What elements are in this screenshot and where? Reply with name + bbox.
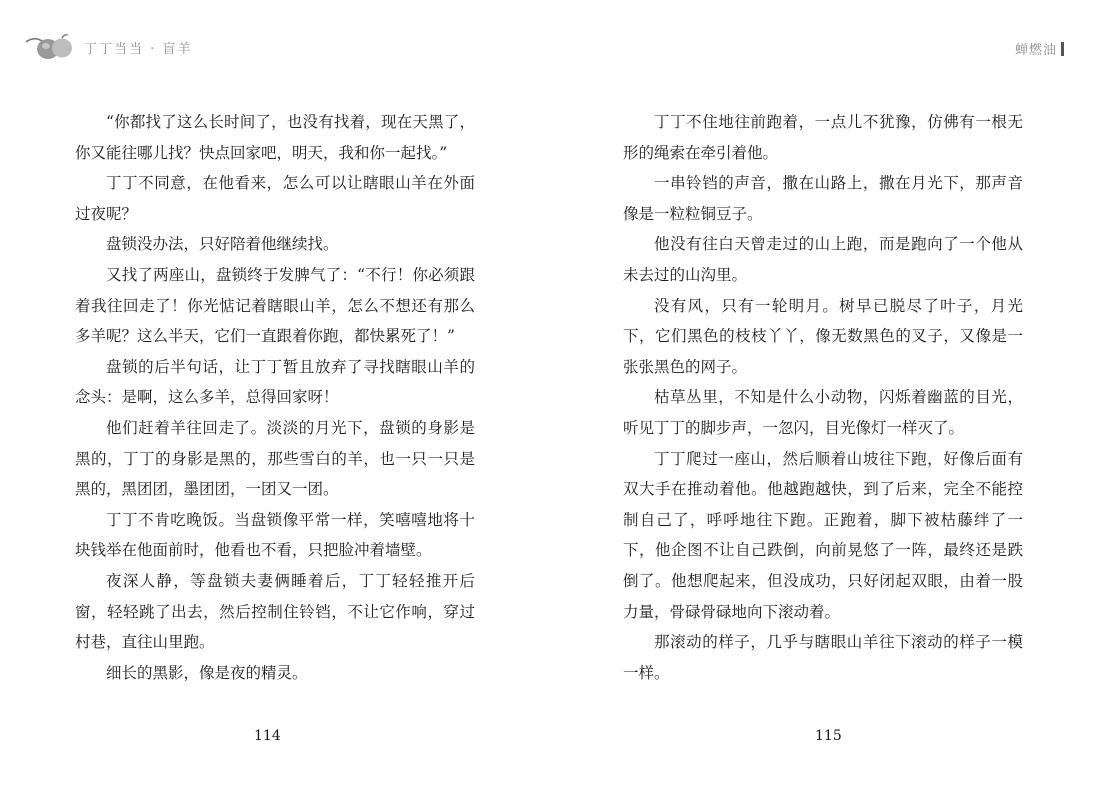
- header-bar: [1061, 42, 1064, 56]
- paragraph: 盘锁没办法，只好陪着他继续找。: [106, 235, 339, 254]
- paragraph: 他们赶着羊往回走了。淡淡的月光下，盘锁的身影是黑的，丁丁的身影是黑的，那些雪白的羊，也一只一只是黑的，黑团团，墨团团，一团又一团。: [75, 418, 475, 499]
- paragraph: 那滚动的样子，几乎与瞎眼山羊往下滚动的样子一模一样。: [623, 633, 1023, 682]
- paragraph: 细长的黑影，像是夜的精灵。: [106, 663, 308, 682]
- paragraph: 又找了两座山，盘锁终于发脾气了：“不行！你必须跟着我往回走了！你光惦记着瞎眼山羊，怎么不想还有那么多羊呢？这么半天，它们一直跟着你跑，都快累死了！”: [75, 265, 475, 346]
- paragraph: 他没有往白天曾走过的山上跑，而是跑向了一个他从未去过的山沟里。: [623, 235, 1023, 284]
- paragraph: “你都找了这么长时间了，也没有找着，现在天黑了，你又能往哪儿找？快点回家吧，明天，我和你一起找。”: [75, 113, 475, 162]
- paragraph: 丁丁不住地往前跑着，一点儿不犹豫，仿佛有一根无形的绳索在牵引着他。: [623, 113, 1023, 162]
- paragraph: 丁丁爬过一座山，然后顺着山坡往下跑，好像后面有双大手在推动着他。他越跑越快，到了后来，完全不能控制自己了，呼呼地往下跑。正跑着，脚下被枯藤绊了一下，他企图不让自己跌倒，向前晃悠了一阵，最终还是跌倒了。他想爬起来，但没成功，只好闭起双眼，由着一股力量，骨碌骨碌地向下滚动着。: [623, 449, 1023, 621]
- chapter-title: 蝉燃油: [1014, 43, 1057, 58]
- paragraph: 盘锁的后半句话，让丁丁暂且放弃了寻找瞎眼山羊的念头：是啊，这么多羊，总得回家呀！: [75, 357, 475, 407]
- paragraph: 枯草丛里，不知是什么小动物，闪烁着幽蓝的目光，听见丁丁的脚步声，一忽闪，目光像灯一样灭了。: [623, 388, 1023, 437]
- right-page-text: [623, 107, 1023, 688]
- series-title: 丁丁当当 · 盲羊: [84, 41, 193, 57]
- paragraph: 丁丁不同意，在他看来，怎么可以让瞎眼山羊在外面过夜呢？: [75, 174, 475, 223]
- gourd-logo-icon: [24, 32, 76, 62]
- running-header-left: [24, 30, 192, 64]
- paragraph: 没有风，只有一轮明月。树早已脱尽了叶子，月光下，它们黑色的枝枝丫丫，像无数黑色的叉子，又像是一张张黑色的网子。: [623, 296, 1023, 376]
- left-page-text: [75, 107, 475, 688]
- paragraph: 夜深人静，等盘锁夫妻俩睡着后，丁丁轻轻推开后窗，轻轻跳了出去，然后控制住铃铛，不让它作响，穿过村巷，直往山里跑。: [75, 571, 475, 652]
- running-header-right: [1015, 39, 1064, 58]
- page-number-right: 115: [815, 728, 842, 744]
- paragraph: 一串铃铛的声音，撒在山路上，撒在月光下，那声音像是一粒粒铜豆子。: [623, 174, 1023, 223]
- page-number-left: 114: [254, 728, 281, 744]
- paragraph: 丁丁不肯吃晚饭。当盘锁像平常一样，笑嘻嘻地将十块钱举在他面前时，他看也不看，只把脸冲着墙壁。: [75, 510, 475, 560]
